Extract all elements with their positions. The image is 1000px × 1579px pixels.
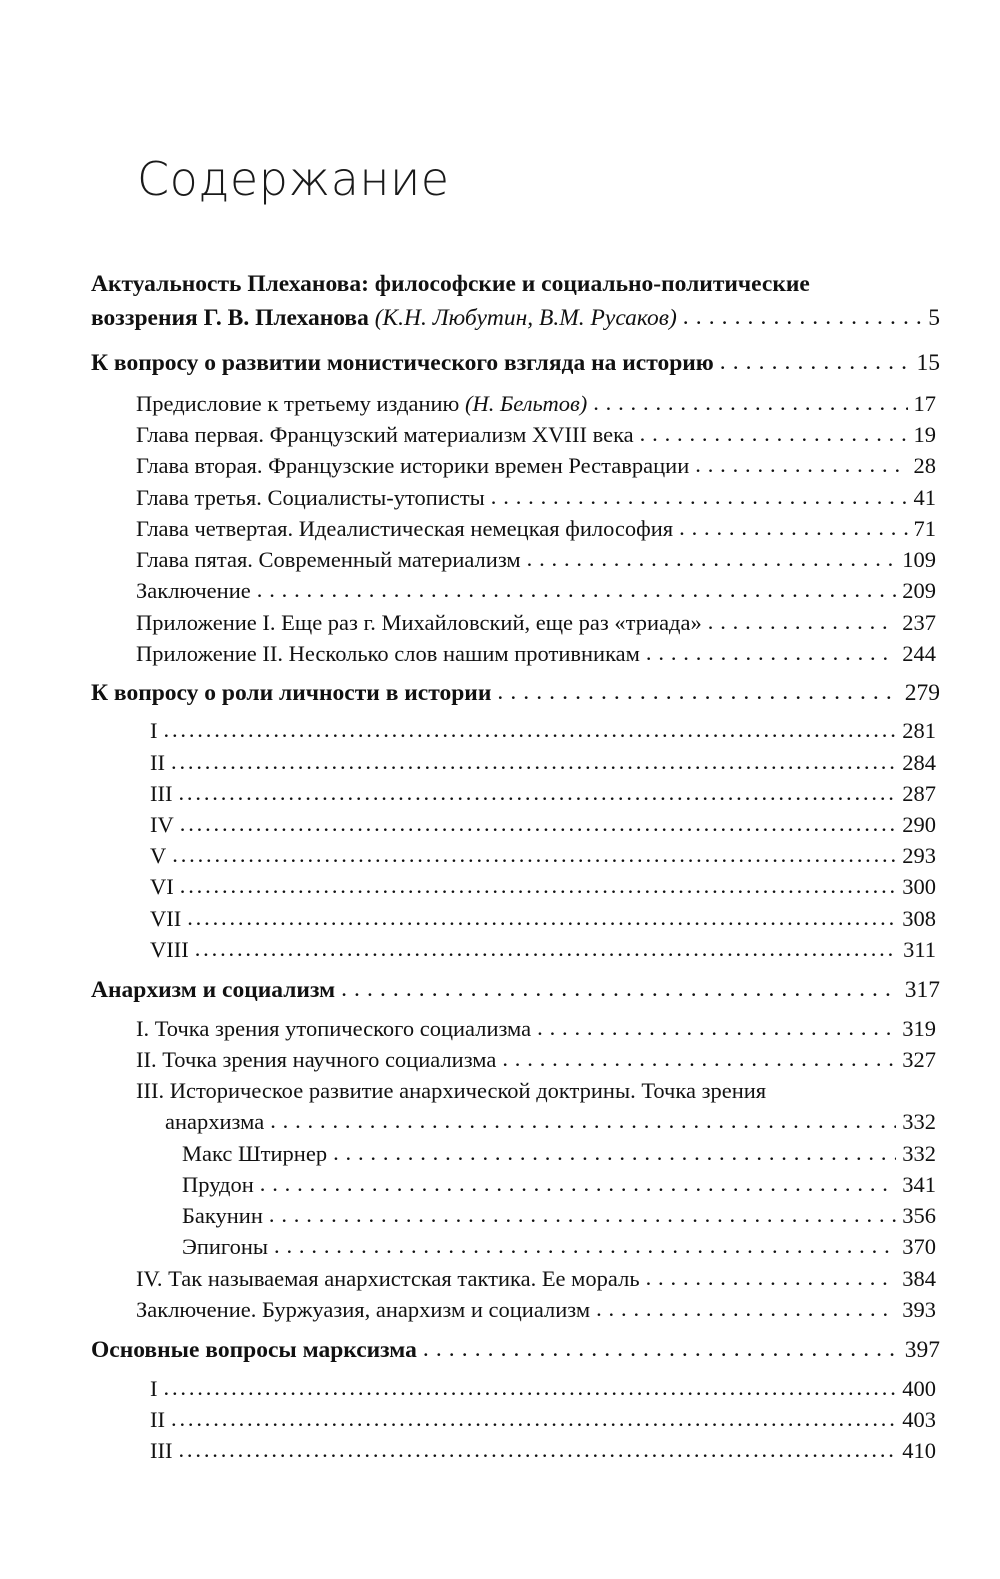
toc-entry[interactable] [136, 390, 936, 418]
toc-leader [679, 514, 907, 542]
toc-page-number: 209 [902, 578, 936, 603]
toc-entry[interactable] [182, 1202, 936, 1230]
toc-entry-title: VIII [150, 937, 189, 962]
toc-entry[interactable] [150, 873, 936, 901]
toc-entry[interactable] [136, 484, 936, 512]
toc-entry-title: Основные вопросы марксизма [91, 1337, 417, 1363]
toc-page-number: 319 [902, 1016, 936, 1041]
toc-page-number: 17 [913, 391, 936, 416]
toc-entry[interactable] [182, 1171, 936, 1199]
toc-leader [596, 1295, 896, 1323]
toc-page-number: 300 [902, 874, 936, 899]
toc-leader [695, 451, 907, 479]
toc-entry[interactable] [150, 1375, 936, 1403]
toc-entry[interactable] [136, 640, 936, 668]
toc-page-number: 71 [913, 516, 936, 541]
toc-leader [491, 483, 908, 511]
toc-leader [269, 1201, 896, 1229]
toc-page-number: 287 [902, 781, 936, 806]
toc-page-number: 290 [902, 812, 936, 837]
toc-page-number: 317 [904, 977, 940, 1003]
toc-leader [333, 1139, 896, 1167]
toc-entry-title: Эпигоны [182, 1234, 269, 1259]
toc-entry[interactable] [150, 1406, 936, 1434]
toc-entry[interactable] [165, 1108, 936, 1136]
toc-entry-title: Бакунин [182, 1203, 263, 1228]
toc-entry-title: Глава пятая. Современный материализм [136, 547, 521, 572]
toc-leader [708, 608, 897, 636]
toc-page-number: 19 [913, 422, 936, 447]
toc-entry-title: IV [150, 812, 174, 837]
toc-leader [180, 810, 897, 838]
toc-leader [260, 1170, 896, 1198]
toc-page-number: 341 [902, 1172, 936, 1197]
toc-page-number: 332 [902, 1109, 936, 1134]
toc-page-number: 311 [903, 937, 936, 962]
toc-leader [527, 545, 897, 573]
toc-page-number: 5 [928, 305, 940, 331]
toc-entry-title: III [150, 1438, 173, 1463]
toc-entry-title: анархизма [165, 1109, 265, 1134]
toc-entry[interactable] [136, 609, 936, 637]
toc-leader [341, 975, 899, 1003]
toc-entry-title: I [150, 718, 158, 743]
toc-entry-title: Глава первая. Французский материализм XVIII века [136, 422, 634, 447]
toc-page-number: 403 [902, 1407, 936, 1432]
toc-entry-title: Глава четвертая. Идеалистическая немецкая философия [136, 516, 674, 541]
toc-leader [537, 1014, 896, 1042]
toc-page-number: 327 [902, 1047, 936, 1072]
toc-entry[interactable] [150, 811, 936, 839]
toc-entry[interactable] [136, 515, 936, 543]
toc-leader [423, 1335, 899, 1363]
toc-entry-title: II. Точка зрения научного социализма [136, 1047, 497, 1072]
toc-entry[interactable] [150, 905, 936, 933]
toc-page-number: 410 [902, 1438, 936, 1463]
toc-entry[interactable] [136, 1046, 936, 1074]
toc-leader [187, 904, 896, 932]
toc-entry-title: К вопросу о роли личности в истории [91, 680, 492, 706]
toc-leader [683, 303, 922, 331]
toc-leader [646, 1264, 897, 1292]
toc-entry-title: II [150, 1407, 165, 1432]
toc-page-number: 28 [913, 453, 936, 478]
toc-entry-line: Актуальность Плеханова: философские и социально-политические [91, 271, 810, 297]
toc-leader [195, 935, 897, 963]
toc-page-number: 109 [902, 547, 936, 572]
toc-entry[interactable] [150, 780, 936, 808]
toc-entry-title: II [150, 750, 165, 775]
toc-page-number: 400 [902, 1376, 936, 1401]
toc-entry-title: Анархизм и социализм [91, 977, 336, 1003]
toc-entry[interactable] [136, 452, 936, 480]
toc-entry-title: воззрения Г. В. Плеханова (К.Н. Любутин, В.М. Русаков) [91, 305, 677, 331]
toc-page-number: 308 [902, 906, 936, 931]
toc-leader [720, 348, 911, 376]
toc-entry[interactable] [150, 842, 936, 870]
toc-page-number: 397 [904, 1337, 940, 1363]
toc-leader [178, 779, 896, 807]
toc-leader [180, 872, 897, 900]
toc-entry-title: Глава третья. Социалисты-утописты [136, 485, 485, 510]
toc-page-number: 281 [902, 718, 936, 743]
page-title: Содержание [137, 152, 450, 206]
toc-entry[interactable] [150, 749, 936, 777]
toc-entry[interactable] [91, 976, 940, 1004]
toc-entry[interactable] [91, 1336, 940, 1364]
toc-leader [171, 1405, 896, 1433]
toc-page-number: 384 [902, 1266, 936, 1291]
toc-entry-title: Макс Штирнер [182, 1141, 328, 1166]
toc-entry[interactable] [136, 577, 936, 605]
toc-entry-line: III. Историческое развитие анархической доктрины. Точка зрения [136, 1078, 767, 1103]
toc-entry[interactable] [91, 679, 940, 707]
toc-leader [270, 1107, 896, 1135]
toc-leader [640, 420, 908, 448]
toc-entry[interactable] [150, 1437, 936, 1465]
toc-leader [171, 748, 896, 776]
toc-entry-title: I. Точка зрения утопического социализма [136, 1016, 532, 1041]
toc-entry-title: Приложение I. Еще раз г. Михайловский, еще раз «триада» [136, 610, 702, 635]
toc-entry[interactable] [136, 1015, 936, 1043]
toc-leader [164, 1374, 897, 1402]
toc-entry-title: VII [150, 906, 182, 931]
toc-leader [502, 1045, 896, 1073]
toc-entry-title: IV. Так называемая анархистская тактика. Ее мораль [136, 1266, 640, 1291]
toc-entry-title: III [150, 781, 173, 806]
toc-entry[interactable] [182, 1233, 936, 1261]
toc-entry-title: Заключение [136, 578, 251, 603]
toc-entry[interactable] [136, 546, 936, 574]
toc-page-number: 356 [902, 1203, 936, 1228]
toc-entry-title: V [150, 843, 167, 868]
toc-entry[interactable] [136, 1296, 936, 1324]
toc-page-number: 393 [902, 1297, 936, 1322]
toc-leader [274, 1232, 896, 1260]
toc-page-number: 41 [913, 485, 936, 510]
toc-entry-title: VI [150, 874, 174, 899]
toc-entry-author: (К.Н. Любутин, В.М. Русаков) [374, 305, 677, 331]
toc-page-number: 370 [902, 1234, 936, 1259]
toc-page-number: 284 [902, 750, 936, 775]
toc-entry[interactable] [91, 304, 940, 332]
toc-entry[interactable] [136, 1265, 936, 1293]
toc-page-number: 237 [902, 610, 936, 635]
toc-leader [593, 389, 907, 417]
toc-leader [172, 841, 896, 869]
toc-leader [497, 678, 898, 706]
toc-entry-title: Прудон [182, 1172, 254, 1197]
toc-entry-title: Приложение II. Несколько слов нашим противникам [136, 641, 640, 666]
toc-entry-title: I [150, 1376, 158, 1401]
toc-entry-title: Заключение. Буржуазия, анархизм и социализм [136, 1297, 591, 1322]
toc-entry[interactable] [150, 936, 936, 964]
toc-entry[interactable] [136, 421, 936, 449]
toc-page-number: 279 [904, 680, 940, 706]
toc-entry-title: Предисловие к третьему изданию (Н. Бельтов) [136, 391, 588, 416]
toc-page-number: 332 [902, 1141, 936, 1166]
toc-entry-title: Глава вторая. Французские историки времен Реставрации [136, 453, 690, 478]
toc-entry-title: К вопросу о развитии монистического взгляда на историю [91, 350, 714, 376]
toc-entry[interactable] [182, 1140, 936, 1168]
toc-leader [646, 639, 896, 667]
toc-page-number: 293 [902, 843, 936, 868]
toc-entry[interactable] [91, 349, 940, 377]
toc-leader [257, 576, 897, 604]
toc-page-number: 244 [902, 641, 936, 666]
toc-leader [164, 716, 897, 744]
toc-entry[interactable] [150, 717, 936, 745]
toc-page-number: 15 [916, 350, 940, 376]
toc-entry-author: (Н. Бельтов) [465, 391, 588, 416]
toc-leader [178, 1436, 896, 1464]
